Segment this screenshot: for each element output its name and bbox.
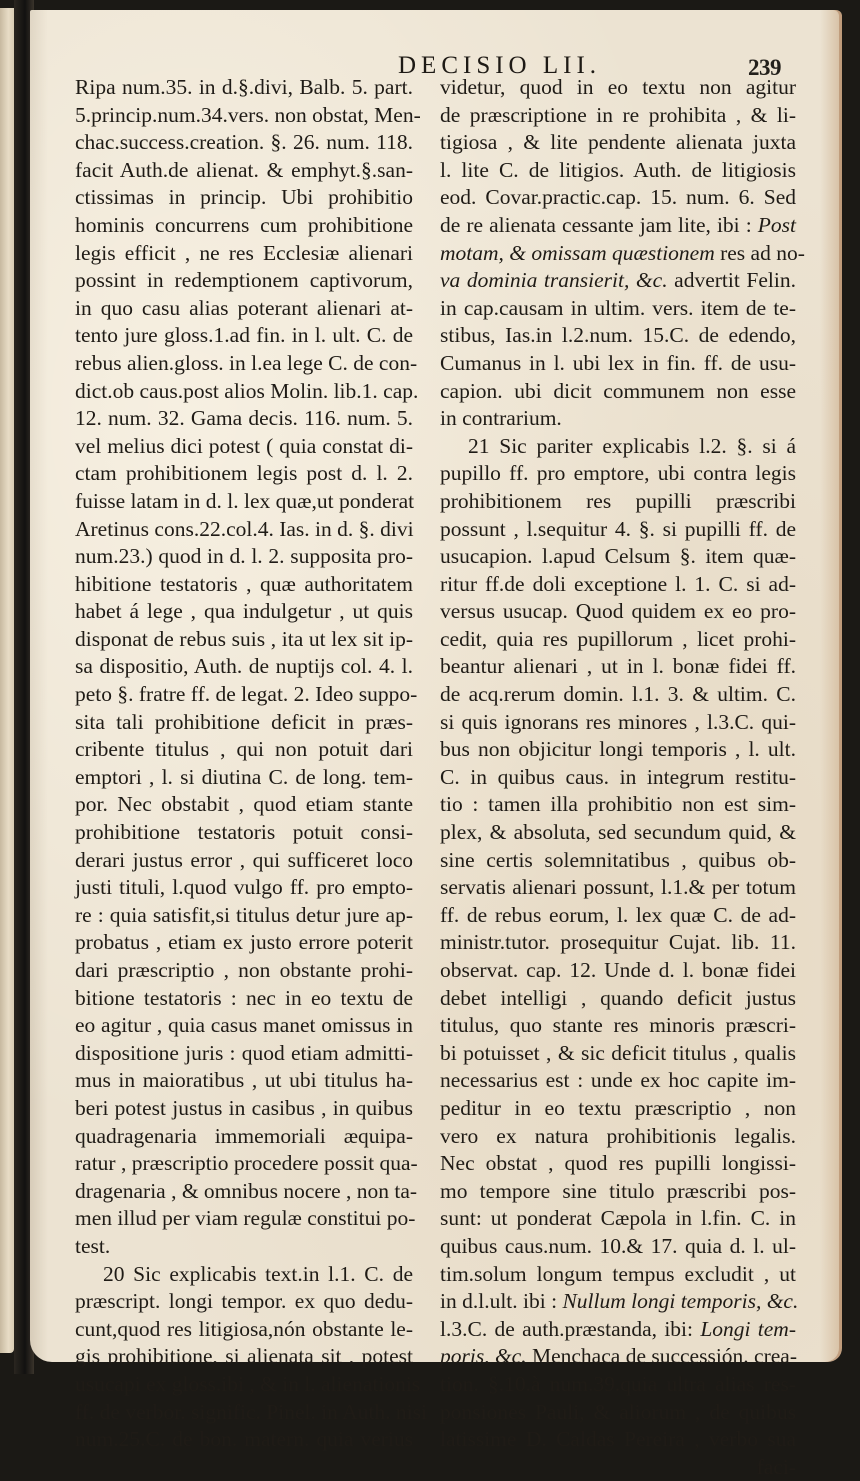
line-text: sine certis solemnitatibus , quibus ob- xyxy=(440,847,796,872)
line-text: test. xyxy=(75,1233,111,1258)
line-text: quibus caus.num. 10.& 17. quia d. l. ul- xyxy=(440,1233,796,1258)
text-line xyxy=(75,681,418,709)
text-line xyxy=(440,847,796,875)
text-line xyxy=(440,1205,796,1233)
text-line xyxy=(75,598,413,626)
text-line xyxy=(440,874,796,902)
text-line xyxy=(440,736,796,764)
line-text: ff. de verbor. signific. Pinel. in Auth. nisi xyxy=(75,1399,427,1424)
text-line xyxy=(440,681,796,709)
text-line xyxy=(75,129,413,157)
text-line xyxy=(440,764,796,792)
text-line xyxy=(440,212,796,240)
text-line xyxy=(440,378,796,406)
line-text: ctam prohibitionem legis post d. l. 2. xyxy=(75,461,413,486)
text-line xyxy=(440,1067,796,1095)
line-text: l.3.C. de auth.præstanda, ibi: xyxy=(440,1316,701,1341)
text-line xyxy=(440,626,796,654)
line-text: peditur in eo textu præscriptio , non xyxy=(440,1095,796,1120)
line-text: re : quia satisfit,si titulus detur jure ap- xyxy=(75,902,413,927)
line-text: C. in quibus caus. in integrum restitu- xyxy=(440,764,796,789)
line-text: tigiosa , & lite pendente alienata juxta xyxy=(440,130,796,155)
text-line xyxy=(75,378,419,406)
text-line xyxy=(75,74,413,102)
line-text: probatus , etiam ex justo errore poterit xyxy=(75,930,413,955)
line-text: Nec obstat , quod res pupilli longissi- xyxy=(440,1151,796,1176)
line-text: capion. ubi dicit communem non esse xyxy=(440,378,796,403)
line-text: emptori , l. si diutina C. de long. tem- xyxy=(75,764,413,789)
text-line xyxy=(75,985,413,1013)
line-text: cedit, quia res pupillorum , licet prohi- xyxy=(440,626,796,651)
line-text: titulus, quo stante res minoris præscri- xyxy=(440,1013,796,1038)
line-text: res ad no- xyxy=(714,240,805,265)
line-text: necessarius est : unde ex hoc capite im- xyxy=(440,1068,796,1093)
text-column-left xyxy=(75,74,427,1454)
line-text: men illud per viam regulæ constitui po- xyxy=(75,1206,416,1231)
text-line xyxy=(75,240,413,268)
line-text: usucapion. l.apud Celsum §. item quæ- xyxy=(440,544,796,569)
line-text: disponat de rebus suis , ita ut lex sit ip- xyxy=(75,626,413,651)
text-line xyxy=(440,74,796,102)
line-text: de præscriptione in re prohibita , & li- xyxy=(440,102,796,127)
text-line xyxy=(75,102,421,130)
text-line xyxy=(75,902,413,930)
text-line xyxy=(75,350,418,378)
line-text: si quis ignorans res minores , l.3.C. qui- xyxy=(440,709,796,734)
text-line xyxy=(440,1288,799,1316)
text-line xyxy=(440,791,796,819)
text-line xyxy=(440,102,796,130)
line-text: vel melius dici potest ( quia constat di- xyxy=(75,433,413,458)
text-line xyxy=(440,350,796,378)
text-line xyxy=(75,1288,413,1316)
text-line xyxy=(75,819,413,847)
text-line xyxy=(75,1150,418,1178)
text-line xyxy=(75,957,413,985)
text-line xyxy=(440,460,796,488)
line-text: num.25.C. de bon. matern. quia verius xyxy=(75,1427,413,1452)
text-line xyxy=(75,433,413,461)
text-line xyxy=(75,847,413,875)
text-line xyxy=(440,1399,796,1427)
line-text: 21 Sic pariter explicabis l.2. §. si á xyxy=(468,433,796,458)
text-line xyxy=(75,516,413,544)
text-line xyxy=(440,157,796,185)
italic-quotation: va dominia transierit, &c. xyxy=(440,268,668,293)
line-text: 12. num. 32. Gama decis. 116. num. 5. xyxy=(75,406,413,431)
line-text: vero ex natura prohibitionis legalis. xyxy=(440,1123,796,1148)
text-line xyxy=(75,1067,413,1095)
line-text: dict.ob caus.post alios Molin. lib.1. cap. xyxy=(75,378,419,403)
text-line xyxy=(75,653,413,681)
line-text: num.23.) quod in d. l. 2. supposita pro- xyxy=(75,544,413,569)
text-line xyxy=(440,1150,796,1178)
line-text: possint in redemptionem captivorum, xyxy=(75,268,413,293)
text-line xyxy=(440,1426,796,1454)
line-text: tim.solum longum tempus excludit , ut xyxy=(440,1261,796,1286)
text-line xyxy=(440,1371,796,1399)
line-text: faci- xyxy=(756,1454,796,1479)
line-text: versus usucap. Quod quidem ex eo pro- xyxy=(440,599,796,624)
text-line xyxy=(75,212,413,240)
italic-quotation: poris, &c. xyxy=(440,1344,527,1369)
line-text: dari præscriptio , non obstante prohi- xyxy=(75,958,413,982)
line-text: ctissimas in princip. Ubi prohibitio xyxy=(75,185,413,210)
line-text: bi potuisset , & sic deficit titulus , qualis xyxy=(440,1040,796,1065)
line-text: ratur , præscriptio procedere possit qua- xyxy=(75,1151,418,1176)
line-text: hibitione testatoris , quæ authoritatem xyxy=(75,571,413,596)
line-text: dragenaria , & omnibus nocere , non ta- xyxy=(75,1178,418,1203)
italic-quotation: motam, & omissam quæstionem xyxy=(440,240,715,265)
text-column-right xyxy=(440,74,805,1481)
text-line xyxy=(75,543,413,571)
line-text: eod. Covar.practic.cap. 15. num. 6. Sed xyxy=(440,185,796,210)
text-line xyxy=(440,433,796,461)
line-text: usucapi ex gloss.ibi , & in l. alienationis xyxy=(75,1371,421,1396)
line-text: justi tituli, l.quod vulgo ff. pro empto- xyxy=(75,875,413,900)
text-line xyxy=(75,1123,413,1151)
line-text: ministr.tutor. prosequitur Cujat. lib. 11. xyxy=(440,930,796,955)
line-text: tion. §.10.à num.39.quia ultra alias res- xyxy=(440,1371,796,1396)
line-text: hominis concurrens cum prohibitione xyxy=(75,212,413,237)
line-text: ponsiones Pauli, & aliorum , de quibus xyxy=(440,1399,796,1424)
line-text: 20 Sic explicabis text.in l.1. C. de xyxy=(103,1261,413,1286)
line-text: pupillo ff. pro emptore, ubi contra legis xyxy=(440,461,796,486)
line-text: bitione testatoris : nec in eo textu de xyxy=(75,985,413,1010)
line-text: debet intelligi , quando deficit justus xyxy=(440,985,796,1010)
line-text: plex, & absoluta, sed secundum quid, & xyxy=(440,820,796,845)
text-line xyxy=(440,709,796,737)
line-text: Menchaca de successión. crea- xyxy=(526,1344,798,1369)
text-line xyxy=(75,1343,413,1371)
running-head: DECISIO LII. xyxy=(398,52,602,79)
text-line xyxy=(75,1371,421,1399)
text-line xyxy=(75,626,413,654)
text-line xyxy=(440,985,796,1013)
page-number: 239 xyxy=(748,55,781,80)
text-line xyxy=(440,295,796,323)
text-line xyxy=(440,1095,796,1123)
line-text: por. Nec obstabit , quod etiam stante xyxy=(75,792,413,817)
line-text: prohibitionem res pupilli præscribi xyxy=(440,488,796,513)
line-text: mus in maioratibus , ut ubi titulus ha- xyxy=(75,1068,413,1093)
line-text: observat. cap. 12. Unde d. l. bonæ fidei xyxy=(440,958,796,982)
line-text: tento jure gloss.1.ad fin. in l. ult. C. de xyxy=(75,323,413,348)
line-text: legis efficit , ne res Ecclesiæ alienari xyxy=(75,240,413,265)
line-text: præscript. longi tempor. ex quo dedu- xyxy=(75,1289,413,1314)
text-line xyxy=(75,267,413,295)
text-line xyxy=(75,1205,416,1233)
line-text: l. lite C. de litigios. Auth. de litigiosis xyxy=(440,157,796,182)
text-line xyxy=(440,902,796,930)
text-line xyxy=(440,322,796,350)
text-line xyxy=(75,184,413,212)
line-text: de acq.rerum domin. l.1. 3. & ultim. C. xyxy=(440,682,796,707)
line-text: servatis alienari possunt, l.1.& per totum xyxy=(440,875,796,900)
text-line xyxy=(440,819,796,847)
line-text: 5.princip.num.34.vers. non obstat, Men- xyxy=(75,102,421,127)
text-line xyxy=(75,460,413,488)
catchword xyxy=(440,1454,796,1481)
text-line xyxy=(75,791,413,819)
text-line xyxy=(440,1316,796,1344)
text-line xyxy=(75,1261,413,1289)
line-text: Ripa num.35. in d.§.divi, Balb. 5. part. xyxy=(75,75,413,99)
text-line xyxy=(440,543,796,571)
text-line xyxy=(440,488,796,516)
text-line xyxy=(75,736,413,764)
line-text: latissime D. Caldas Pereira , verbo sua xyxy=(440,1427,796,1452)
text-line xyxy=(75,571,413,599)
text-line xyxy=(440,405,796,433)
text-line xyxy=(75,929,413,957)
text-line xyxy=(75,1095,413,1123)
line-text: in contrarium. xyxy=(440,406,562,431)
text-line xyxy=(440,1178,796,1206)
text-line xyxy=(440,1343,796,1371)
line-text: stibus, Ias.in l.2.num. 15.C. de edendo, xyxy=(440,323,796,348)
line-text: in d.l.ult. ibi : xyxy=(440,1289,563,1314)
line-text: habet á lege , qua indulgetur , ut quis xyxy=(75,599,413,624)
text-line xyxy=(75,1316,413,1344)
text-line xyxy=(75,764,413,792)
text-line xyxy=(440,516,796,544)
text-line xyxy=(75,488,413,516)
line-text: in cap.causam in ultim. vers. item de te- xyxy=(440,295,796,320)
text-line xyxy=(440,1233,796,1261)
text-line xyxy=(75,1426,413,1454)
italic-quotation: Post xyxy=(757,212,796,237)
text-line xyxy=(75,295,413,323)
text-line xyxy=(75,874,413,902)
text-line xyxy=(440,240,805,268)
italic-quotation: Nullum longi temporis, &c. xyxy=(562,1289,799,1314)
line-text: advertit Felin. xyxy=(667,268,796,293)
text-line xyxy=(440,184,796,212)
line-text: dispositione juris : quod etiam admitti- xyxy=(75,1040,413,1065)
text-line xyxy=(75,1178,418,1206)
previous-page-edge xyxy=(0,8,14,1353)
line-text: in quo casu alias poterant alienari at- xyxy=(75,295,413,320)
line-text: cunt,quod res litigiosa,nón obstante le- xyxy=(75,1316,413,1341)
line-text: prohibitione testatoris potuit consi- xyxy=(75,820,413,845)
italic-quotation: Longi tem- xyxy=(700,1316,796,1341)
line-text: bus non objicitur longi temporis , l. ult. xyxy=(440,737,796,762)
line-text: Cumanus in l. ubi lex in fin. ff. de usu- xyxy=(440,350,796,375)
line-text: de re alienata cessante jam lite, ibi : xyxy=(440,212,758,237)
line-text: ritur ff.de doli exceptione l. 1. C. si ad- xyxy=(440,571,796,596)
line-text: tio : tamen illa prohibitio non est sim- xyxy=(440,792,796,817)
text-line xyxy=(75,1012,413,1040)
text-line xyxy=(440,957,796,985)
line-text: peto §. fratre ff. de legat. 2. Ideo suppo- xyxy=(75,682,418,707)
line-text: mo tempore sine titulo præscribi pos- xyxy=(440,1178,796,1203)
text-line xyxy=(440,571,796,599)
line-text: videtur, quod in eo textu non agitur xyxy=(440,75,796,99)
line-text: eo agitur , quia casus manet omissus in xyxy=(75,1013,413,1038)
text-line xyxy=(440,653,796,681)
text-line xyxy=(75,322,413,350)
text-line xyxy=(75,1399,427,1427)
line-text: facit Auth.de alienat. & emphyt.§.san- xyxy=(75,157,413,182)
line-text: fuisse latam in d. l. lex quæ,ut ponderat xyxy=(75,488,415,513)
line-text: sita tali prohibitione deficit in præs- xyxy=(75,709,413,734)
line-text: derari justus error , qui sufficeret loco xyxy=(75,847,413,872)
text-line xyxy=(440,1261,796,1289)
text-line xyxy=(75,1233,413,1261)
text-line xyxy=(75,1040,413,1068)
line-text: ff. de rebus eorum, l. lex quæ C. de ad- xyxy=(440,902,796,927)
text-line xyxy=(440,1012,796,1040)
line-text: sa dispositio, Auth. de nuptijs col. 4. l. xyxy=(75,654,413,679)
line-text: Aretinus cons.22.col.4. Ias. in d. §. divi xyxy=(75,516,414,541)
line-text: gis prohibitione, si alienata sit , potest xyxy=(75,1344,413,1369)
text-line xyxy=(440,1040,796,1068)
text-line xyxy=(75,709,413,737)
line-text: beantur alienari , ut in l. bonæ fidei ff. xyxy=(440,654,796,679)
text-line xyxy=(75,157,413,185)
line-text: chac.success.creation. §. 26. num. 118. xyxy=(75,130,413,155)
text-line xyxy=(75,405,413,433)
line-text: beri potest justus in casibus , in quibus xyxy=(75,1095,413,1120)
line-text: sunt: ut ponderat Cæpola in l.fin. C. in xyxy=(440,1206,796,1231)
line-text: possunt , l.sequitur 4. §. si pupilli ff. de xyxy=(440,516,796,541)
text-line xyxy=(440,267,796,295)
line-text: quadragenaria immemoriali æquipa- xyxy=(75,1123,413,1148)
line-text: cribente titulus , qui non potuit dari xyxy=(75,737,413,762)
text-line xyxy=(440,929,796,957)
text-line xyxy=(440,598,796,626)
text-line xyxy=(440,1123,796,1151)
text-line xyxy=(440,129,796,157)
line-text: rebus alien.gloss. in l.ea lege C. de con- xyxy=(75,350,418,375)
